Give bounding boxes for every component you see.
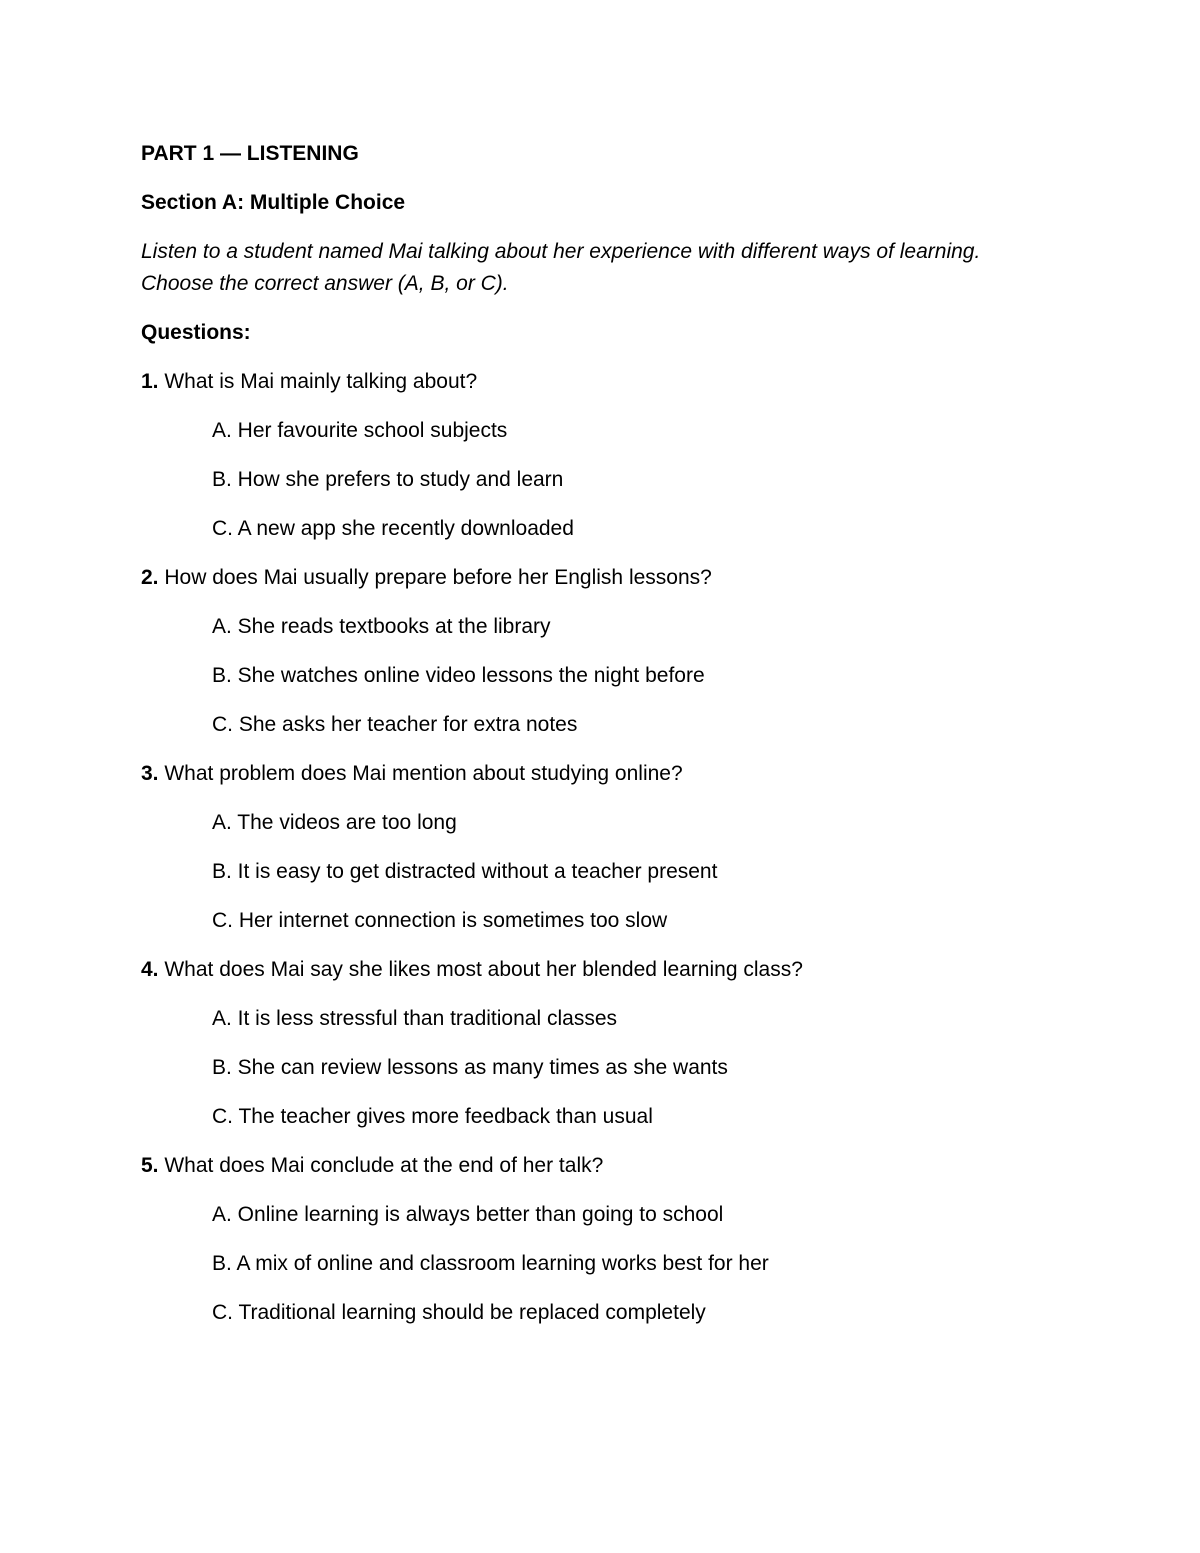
answer-option: A. It is less stressful than traditional classes	[212, 1007, 617, 1030]
answer-option: B. A mix of online and classroom learning works best for her	[212, 1252, 769, 1275]
answer-option: C. The teacher gives more feedback than usual	[212, 1105, 653, 1128]
question-number: 2.	[141, 566, 159, 589]
question-number: 3.	[141, 762, 159, 785]
answer-option: C. A new app she recently downloaded	[212, 517, 574, 540]
question-3	[141, 758, 1061, 790]
document-content	[141, 138, 1061, 1346]
question-text: How does Mai usually prepare before her English lessons?	[164, 566, 712, 589]
instructions-line: Choose the correct answer (A, B, or C).	[141, 272, 509, 295]
answer-option: A. Online learning is always better than going to school	[212, 1203, 724, 1226]
question-1	[141, 366, 1061, 398]
questions-label: Questions:	[141, 321, 251, 344]
answer-option: A. The videos are too long	[212, 811, 457, 834]
answer-option: B. She watches online video lessons the night before	[212, 664, 705, 687]
part-title: PART 1 — LISTENING	[141, 142, 359, 165]
question-text: What is Mai mainly talking about?	[164, 370, 478, 393]
section-title: Section A: Multiple Choice	[141, 191, 406, 214]
answer-option: B. She can review lessons as many times as she wants	[212, 1056, 728, 1079]
instructions	[141, 236, 1061, 300]
question-number: 1.	[141, 370, 159, 393]
answer-option: C. Her internet connection is sometimes too slow	[212, 909, 668, 932]
answer-option: B. It is easy to get distracted without a teacher present	[212, 860, 718, 883]
answer-option: B. How she prefers to study and learn	[212, 468, 564, 491]
question-text: What does Mai say she likes most about her blended learning class?	[164, 958, 803, 981]
instructions-line: Listen to a student named Mai talking about her experience with different ways of learning.	[141, 240, 981, 263]
answer-option: C. She asks her teacher for extra notes	[212, 713, 578, 736]
question-4	[141, 954, 1061, 986]
question-text: What problem does Mai mention about studying online?	[164, 762, 683, 785]
question-number: 5.	[141, 1154, 159, 1177]
question-5	[141, 1150, 1061, 1182]
answer-option: C. Traditional learning should be replaced completely	[212, 1301, 706, 1324]
answer-option: A. Her favourite school subjects	[212, 419, 508, 442]
answer-option: A. She reads textbooks at the library	[212, 615, 551, 638]
question-text: What does Mai conclude at the end of her talk?	[164, 1154, 604, 1177]
question-number: 4.	[141, 958, 159, 981]
question-2	[141, 562, 1061, 594]
